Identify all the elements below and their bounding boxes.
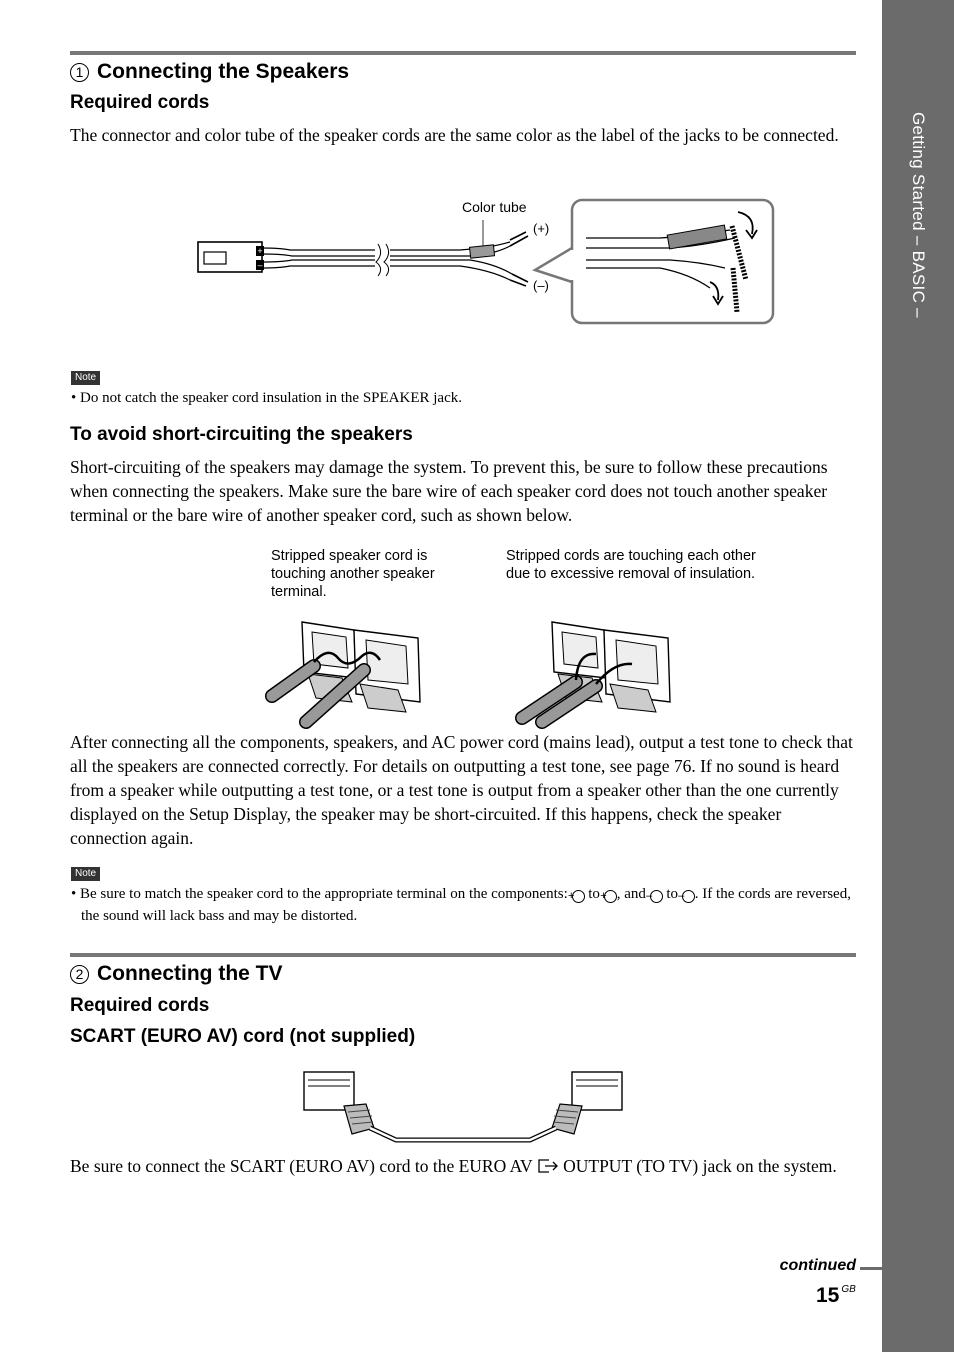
cable-top-2 <box>262 254 375 256</box>
cable-top <box>262 248 375 250</box>
scart-cord-illustration <box>300 1070 626 1146</box>
plus-label: (+) <box>533 221 550 236</box>
scart-paragraph <box>70 1154 856 1178</box>
required-cords-heading: Required cords <box>70 92 210 113</box>
output-arrow-icon <box>537 1158 559 1174</box>
minus-symbol-icon: – <box>650 890 663 903</box>
scart-text-b: OUTPUT (TO TV) jack on the system. <box>563 1156 837 1176</box>
callout-box <box>572 200 773 323</box>
color-tube <box>470 245 495 258</box>
required-cords-heading-2: Required cords <box>70 995 210 1016</box>
terminal-right-inner <box>366 640 408 684</box>
note2-and: , and <box>616 886 646 902</box>
plug-tip <box>204 252 226 264</box>
cable-bottom-2 <box>262 266 375 268</box>
callout-pointer <box>535 248 572 282</box>
section-title-tv <box>70 962 283 986</box>
note-badge-2: Note <box>71 867 100 881</box>
terminal-right-inner <box>616 640 658 684</box>
continued-label: continued <box>779 1257 856 1274</box>
scart-plug-right <box>572 1072 622 1110</box>
section-title-text: Connecting the Speakers <box>97 60 350 83</box>
cable-right-bottom <box>390 266 510 280</box>
plus-symbol-icon: + <box>572 890 585 903</box>
section-title-speakers <box>70 60 349 84</box>
scart-cord-heading: SCART (EURO AV) cord (not supplied) <box>70 1026 416 1047</box>
speaker-intro-paragraph: The connector and color tube of the speaker cords are the same color as the label of the jacks to be connected. <box>70 125 839 145</box>
cable-bottom <box>262 260 375 262</box>
terminal-illustration-left <box>268 618 424 722</box>
test-tone-paragraph: After connecting all the components, speakers, and AC power cord (mains lead), output a test tone to check that all the speakers are connected correctly. For details on outputting a test tone, see page 76. If no sound is heard from a speaker while outputting a test tone, or a test tone is output from a speaker other than the one currently displayed on the Setup Display, the speaker may be short-circuited. If this happens, check the speaker connection again. <box>70 732 853 848</box>
note-text-2 <box>71 883 857 927</box>
cable-right-low <box>390 260 512 274</box>
plus-wire-tip <box>510 232 528 246</box>
side-tab-label: Getting Started – BASIC – <box>909 112 928 318</box>
short-circuit-heading: To avoid short-circuiting the speakers <box>70 424 413 445</box>
section-title-text: Connecting the TV <box>97 962 283 985</box>
note2-to-1: to <box>588 886 600 902</box>
caption-touching-cords: Stripped cords are touching each other due to excessive removal of insulation. <box>506 548 756 582</box>
note-badge: Note <box>71 371 100 385</box>
page-number-value: 15 <box>816 1284 840 1307</box>
caption-touching-terminal: Stripped speaker cord is touching another speaker terminal. <box>271 548 435 600</box>
page-number <box>816 1284 856 1308</box>
plug-plus-label: + <box>257 246 263 256</box>
cable-break <box>376 244 389 276</box>
color-tube-label: Color tube <box>462 199 527 215</box>
plus-symbol-icon: + <box>604 890 617 903</box>
cord-left-fill <box>272 666 314 696</box>
section-rule <box>70 953 856 957</box>
short-circuit-paragraph: Short-circuiting of the speakers may damage the system. To prevent this, be sure to follow these precautions when connecting the speakers. Make sure the bare wire of each speaker cord does not touch another speaker terminal or the bare wire of another speaker cord, such as shown below. <box>70 457 828 525</box>
terminal-illustration-right <box>518 618 674 722</box>
section-number: 2 <box>70 965 89 984</box>
scart-plug-left <box>304 1072 354 1110</box>
note2-part-b: . If the cords are reversed, the sound will lack bass and may be distorted. <box>81 886 851 924</box>
minus-wire-tip <box>510 274 528 286</box>
minus-symbol-icon: – <box>682 890 695 903</box>
section-number: 1 <box>70 63 89 82</box>
scart-text-a: Be sure to connect the SCART (EURO AV) cord to the EURO AV <box>70 1156 533 1176</box>
section-rule <box>70 51 856 55</box>
minus-label: (–) <box>533 278 549 293</box>
note2-to-2: to <box>666 886 679 902</box>
note-text: • Do not catch the speaker cord insulation in the SPEAKER jack. <box>71 390 462 406</box>
speaker-cord-diagram <box>190 190 790 335</box>
plug-minus-label: – <box>257 260 263 270</box>
page-number-suffix: GB <box>841 1284 856 1295</box>
note2-part-a: • Be sure to match the speaker cord to the appropriate terminal on the components: <box>71 886 568 902</box>
continued-marker <box>860 1267 882 1270</box>
scart-cable <box>370 1128 556 1140</box>
